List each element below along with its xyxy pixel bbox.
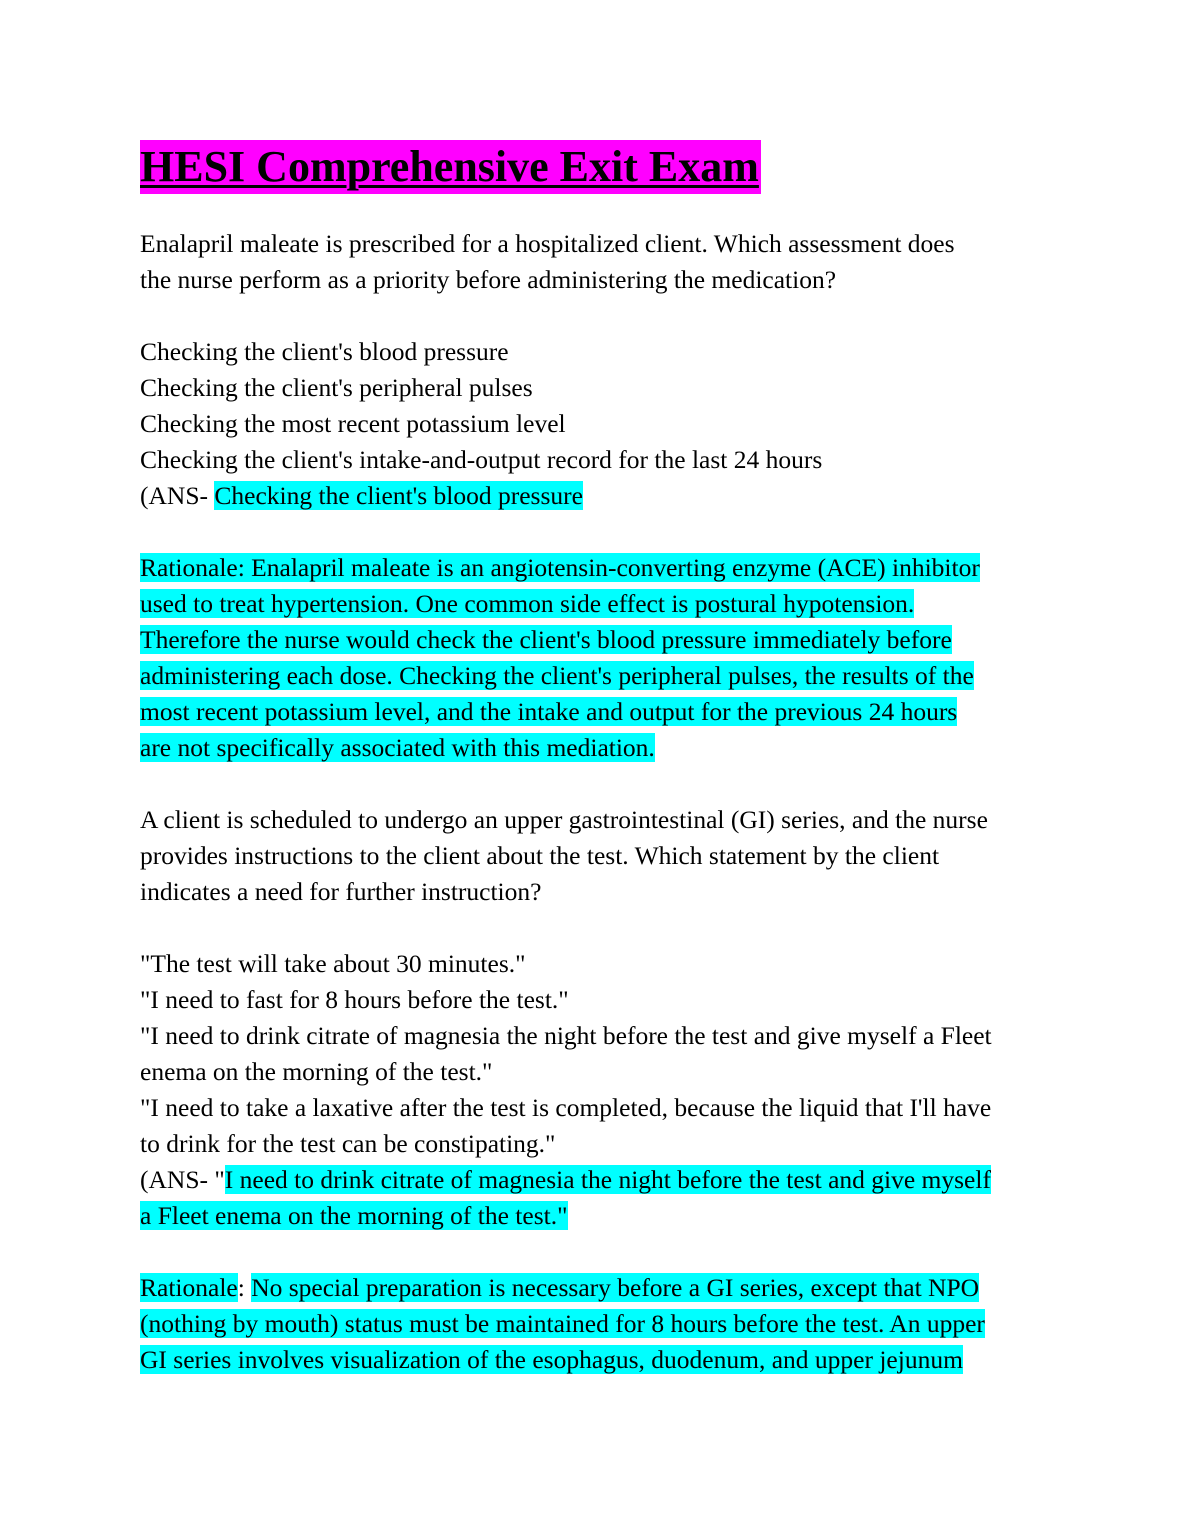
question-line: indicates a need for further instruction? (140, 877, 542, 906)
option-line: "I need to take a laxative after the test is completed, because the liquid that I'll have (140, 1093, 992, 1122)
rationale-line: administering each dose. Checking the client's peripheral pulses, the results of the (140, 661, 974, 690)
rationale-line: Therefore the nurse would check the client's blood pressure immediately before (140, 625, 952, 654)
document-body (140, 226, 1060, 1414)
question-2-options (140, 946, 1060, 1234)
option-line: enema on the morning of the test." (140, 1057, 493, 1086)
rationale-line: No special preparation is necessary before a GI series, except that NPO (251, 1273, 980, 1302)
option-line: "I need to fast for 8 hours before the test." (140, 985, 569, 1014)
rationale-colon: : (237, 1273, 252, 1302)
answer-text: Checking the client's blood pressure (214, 481, 583, 510)
rationale-line: GI series involves visualization of the esophagus, duodenum, and upper jejunum (140, 1345, 963, 1374)
question-line: the nurse perform as a priority before administering the medication? (140, 265, 837, 294)
question-2-rationale (140, 1270, 1060, 1378)
option-line: "I need to drink citrate of magnesia the night before the test and give myself a Fleet (140, 1021, 992, 1050)
answer-text: a Fleet enema on the morning of the test." (140, 1201, 568, 1230)
rationale-line: are not specifically associated with this mediation. (140, 733, 655, 762)
question-line: Enalapril maleate is prescribed for a hospitalized client. Which assessment does (140, 229, 955, 258)
rationale-line: used to treat hypertension. One common side effect is postural hypotension. (140, 589, 915, 618)
answer-prefix: (ANS- " (140, 1165, 225, 1194)
question-1-options (140, 334, 1060, 514)
option-line: "The test will take about 30 minutes." (140, 949, 526, 978)
question-1-text (140, 226, 1060, 298)
option-line: Checking the most recent potassium level (140, 409, 566, 438)
option-line: Checking the client's peripheral pulses (140, 373, 533, 402)
answer-text: I need to drink citrate of magnesia the night before the test and give myself (224, 1165, 991, 1194)
option-line: to drink for the test can be constipating." (140, 1129, 556, 1158)
answer-line (140, 1162, 1060, 1198)
rationale-line: (nothing by mouth) status must be maintained for 8 hours before the test. An upper (140, 1309, 985, 1338)
rationale-line: Rationale: Enalapril maleate is an angiotensin-converting enzyme (ACE) inhibitor (140, 553, 980, 582)
option-line: Checking the client's intake-and-output record for the last 24 hours (140, 445, 823, 474)
question-2-text (140, 802, 1060, 910)
question-line: provides instructions to the client about the test. Which statement by the client (140, 841, 940, 870)
answer-prefix: (ANS- (140, 481, 215, 510)
answer-line (140, 478, 1060, 514)
question-line: A client is scheduled to undergo an upper gastrointestinal (GI) series, and the nurse (140, 805, 988, 834)
option-line: Checking the client's blood pressure (140, 337, 509, 366)
title-block (140, 140, 761, 194)
rationale-line: most recent potassium level, and the intake and output for the previous 24 hours (140, 697, 958, 726)
page-title: HESI Comprehensive Exit Exam (140, 140, 761, 194)
question-1-rationale (140, 550, 1060, 766)
rationale-label: Rationale (140, 1273, 238, 1302)
